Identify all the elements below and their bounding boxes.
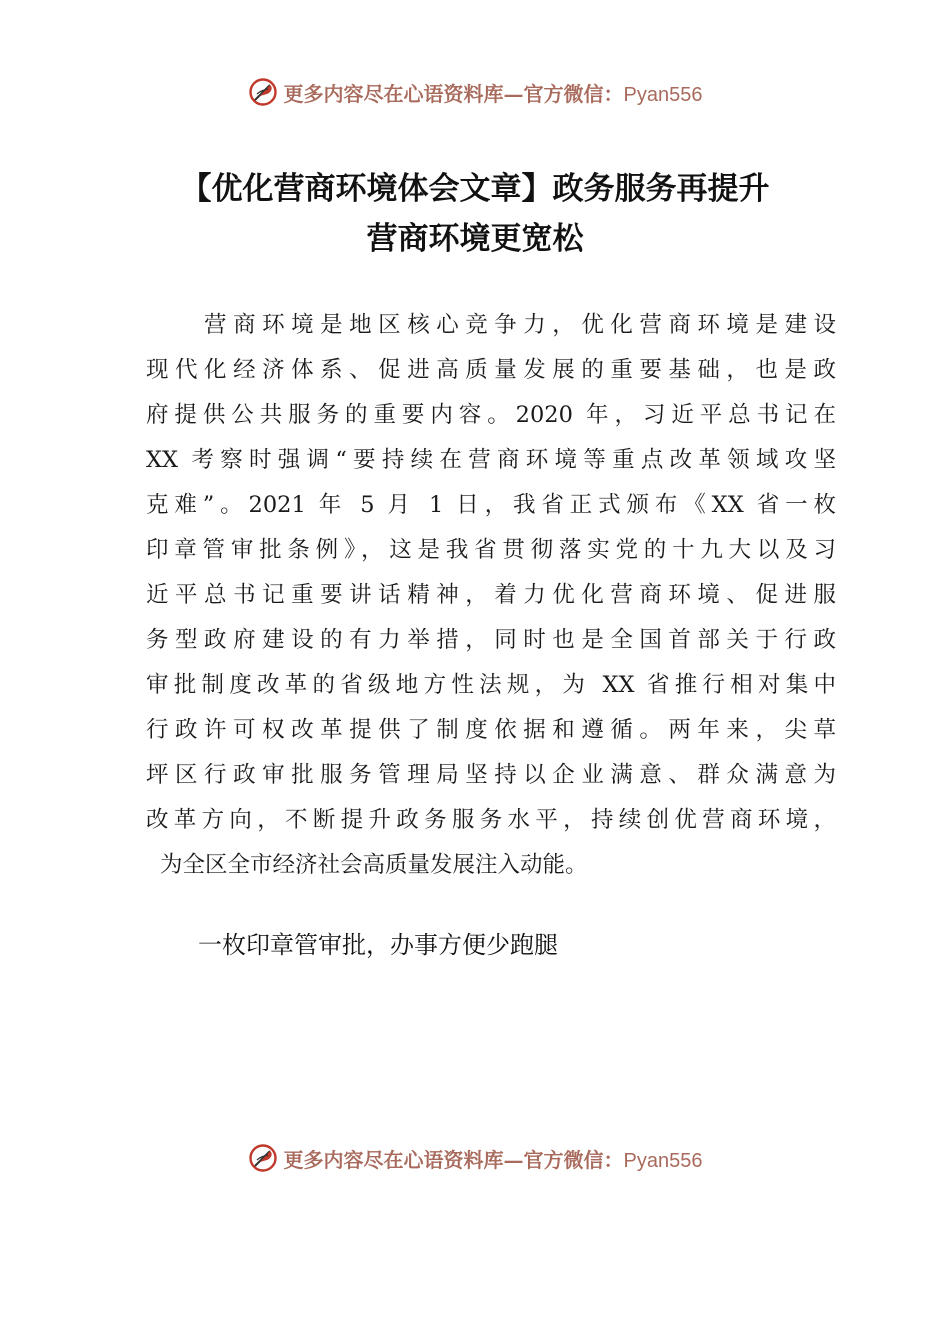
section-heading: 一枚印章管审批，办事方便少跑腿 <box>198 931 558 959</box>
paragraph-line: 营商环境是地区核心竞争力，优化营商环境是建设 <box>146 312 836 338</box>
paragraph-line: 印章管审批条例》，这是我省贯彻落实党的十九大以及习 <box>146 537 836 563</box>
paragraph-line: XX 考察时强调“要持续在营商环境等重点改革领域攻坚 <box>146 447 836 473</box>
paragraph-line: 坪区行政审批服务管理局坚持以企业满意、群众满意为 <box>146 762 836 788</box>
body-paragraph <box>146 303 836 888</box>
title-line-1: 【优化营商环境体会文章】政务服务再提升 <box>180 171 770 207</box>
footer-wechat-id: Pyan556 <box>623 1149 703 1172</box>
paragraph-line: 务型政府建设的有力举措，同时也是全国首部关于行政 <box>146 627 836 653</box>
paragraph-line: 审批制度改革的省级地方性法规，为 XX 省推行相对集中 <box>146 672 836 698</box>
paragraph-line: 近平总书记重要讲话精神，着力优化营商环境、促进服 <box>146 582 836 608</box>
footer-watermark-banner <box>0 1138 950 1178</box>
paragraph-line: 改革方向，不断提升政务服务水平，持续创优营商环境， <box>146 807 836 833</box>
paragraph-line: 行政许可权改革提供了制度依据和遵循。两年来，尖草 <box>146 717 836 743</box>
paragraph-line: 府提供公共服务的重要内容。2020 年，习近平总书记在 <box>146 402 836 428</box>
header-watermark-banner <box>0 72 950 112</box>
paragraph-line: 现代化经济体系、促进高质量发展的重要基础，也是政 <box>146 357 836 383</box>
title-line-2: 营商环境更宽松 <box>366 221 584 257</box>
footer-watermark-label: 更多内容尽在心语资料库—官方微信： <box>283 1147 624 1172</box>
header-watermark-label: 更多内容尽在心语资料库—官方微信： <box>283 81 624 106</box>
paragraph-line: 克难”。2021 年 5 月 1 日，我省正式颁布《XX 省一枚 <box>146 492 836 518</box>
paragraph-line: 为全区全市经济社会高质量发展注入动能。 <box>160 852 588 878</box>
quill-logo-icon <box>248 1143 278 1173</box>
footer-watermark-text <box>284 1144 703 1173</box>
quill-logo-icon <box>248 77 278 107</box>
header-wechat-id: Pyan556 <box>623 83 703 106</box>
header-watermark-text <box>284 78 703 107</box>
document-title <box>0 164 950 264</box>
